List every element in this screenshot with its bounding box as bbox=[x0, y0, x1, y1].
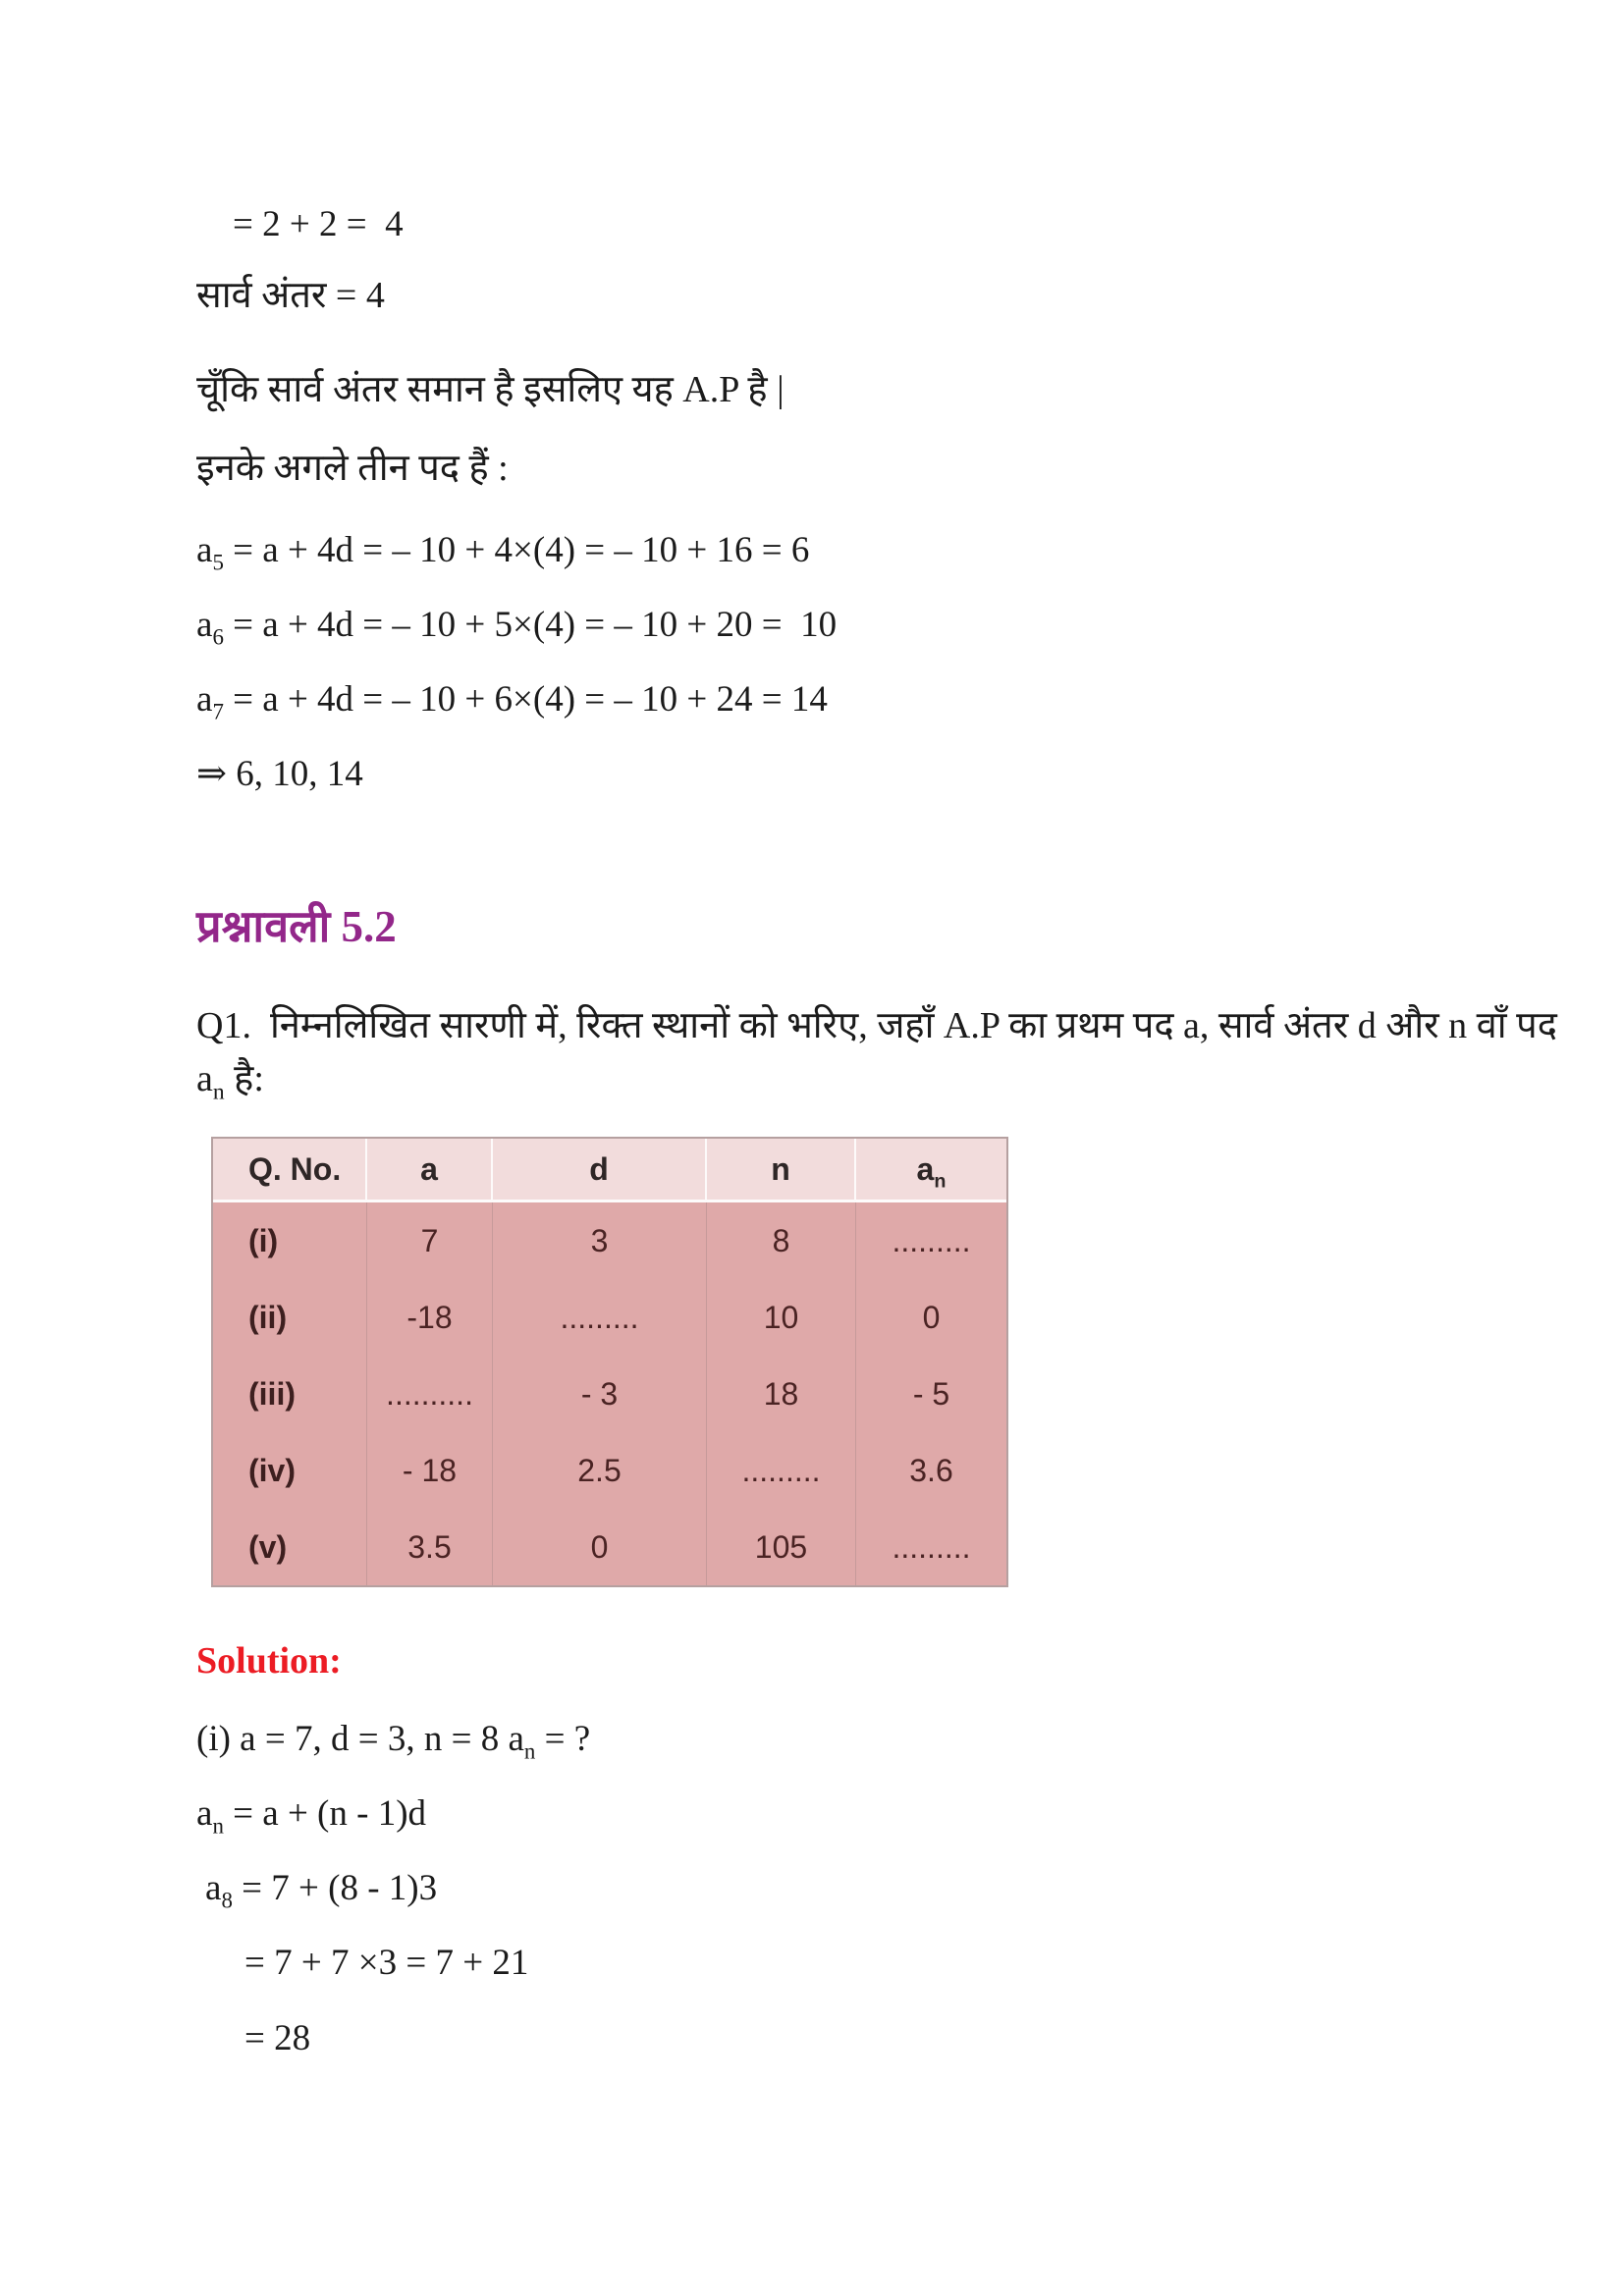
table-header-cell: Q. No. bbox=[213, 1139, 367, 1202]
table-cell: (iii) bbox=[213, 1356, 367, 1432]
table-row bbox=[213, 1509, 1006, 1585]
table-cell: 105 bbox=[707, 1509, 856, 1585]
table-cell: 3.5 bbox=[367, 1509, 493, 1585]
table-cell: ......... bbox=[856, 1509, 1006, 1585]
equation-top: = 2 + 2 = 4 bbox=[233, 204, 404, 244]
table-cell: -18 bbox=[367, 1279, 493, 1356]
table-cell: 10 bbox=[707, 1279, 856, 1356]
result-sequence: ⇒ 6, 10, 14 bbox=[196, 754, 363, 794]
equation-a5: $a_5 = a + 4d$ = – 10 + 4×(4) = – 10 + 16 = 6 bbox=[196, 530, 810, 575]
ap-table bbox=[211, 1137, 1008, 1587]
table-cell: ......... bbox=[493, 1279, 707, 1356]
table-cell: ......... bbox=[856, 1202, 1006, 1279]
table-cell: 0 bbox=[856, 1279, 1006, 1356]
table-row bbox=[213, 1279, 1006, 1356]
solution-label: Solution: bbox=[196, 1640, 342, 1682]
question-line-1: Q1. निम्नलिखित सारणी में, रिक्त स्थानों को भरिए, जहाँ A.P का प्रथम पद a, सार्व अंतर d और n वाँ पद bbox=[196, 1005, 1557, 1046]
table-cell: 3.6 bbox=[856, 1432, 1006, 1509]
solution-given-line: (i) a = 7, d = 3, n = 8 $a_n$ = ? bbox=[196, 1719, 591, 1764]
table-cell: 0 bbox=[493, 1509, 707, 1585]
formula-line: $a_n = a + (n - 1)d$ bbox=[196, 1793, 427, 1839]
table-header-row bbox=[213, 1139, 1006, 1202]
table-header-cell: n bbox=[707, 1139, 856, 1202]
table-cell: (v) bbox=[213, 1509, 367, 1585]
ap-table-body bbox=[213, 1202, 1006, 1585]
table-cell: ......... bbox=[707, 1432, 856, 1509]
table-header-cell: d bbox=[493, 1139, 707, 1202]
equation-step2: = 7 + 7 ×3 = 7 + 21 bbox=[244, 1943, 529, 1983]
table-row bbox=[213, 1432, 1006, 1509]
table-row bbox=[213, 1202, 1006, 1279]
table-header-cell: a bbox=[367, 1139, 493, 1202]
table-cell: 8 bbox=[707, 1202, 856, 1279]
table-cell: - 3 bbox=[493, 1356, 707, 1432]
exercise-heading: प्रश्नावली 5.2 bbox=[196, 902, 397, 951]
table-cell: 7 bbox=[367, 1202, 493, 1279]
table-cell: (ii) bbox=[213, 1279, 367, 1356]
table-row bbox=[213, 1356, 1006, 1432]
table-cell: - 5 bbox=[856, 1356, 1006, 1432]
question-line-2: $a_n$ है: bbox=[196, 1058, 264, 1105]
table-cell: 2.5 bbox=[493, 1432, 707, 1509]
equation-a8: $a_8 = 7 + (8 - 1)3$ bbox=[205, 1868, 438, 1913]
table-cell: (i) bbox=[213, 1202, 367, 1279]
table-cell: .......... bbox=[367, 1356, 493, 1432]
equation-step3: = 28 bbox=[244, 2018, 311, 2058]
next-three-terms-line: इनके अगले तीन पद हैं : bbox=[196, 448, 509, 489]
equation-a7: $a_7 = a + 4d$ = – 10 + 6×(4) = – 10 + 24 = 14 bbox=[196, 679, 828, 724]
table-cell: 3 bbox=[493, 1202, 707, 1279]
table-cell: (iv) bbox=[213, 1432, 367, 1509]
equation-a6: $a_6 = a + 4d$ = – 10 + 5×(4) = – 10 + 20 = 10 bbox=[196, 605, 838, 650]
since-ap-line: चूँकि सार्व अंतर समान है इसलिए यह A.P है | bbox=[196, 369, 784, 410]
common-difference-line: सार्व अंतर = 4 bbox=[196, 275, 385, 316]
table-cell: 18 bbox=[707, 1356, 856, 1432]
table-cell: - 18 bbox=[367, 1432, 493, 1509]
table-header-cell: $a_n$ bbox=[856, 1139, 1006, 1202]
